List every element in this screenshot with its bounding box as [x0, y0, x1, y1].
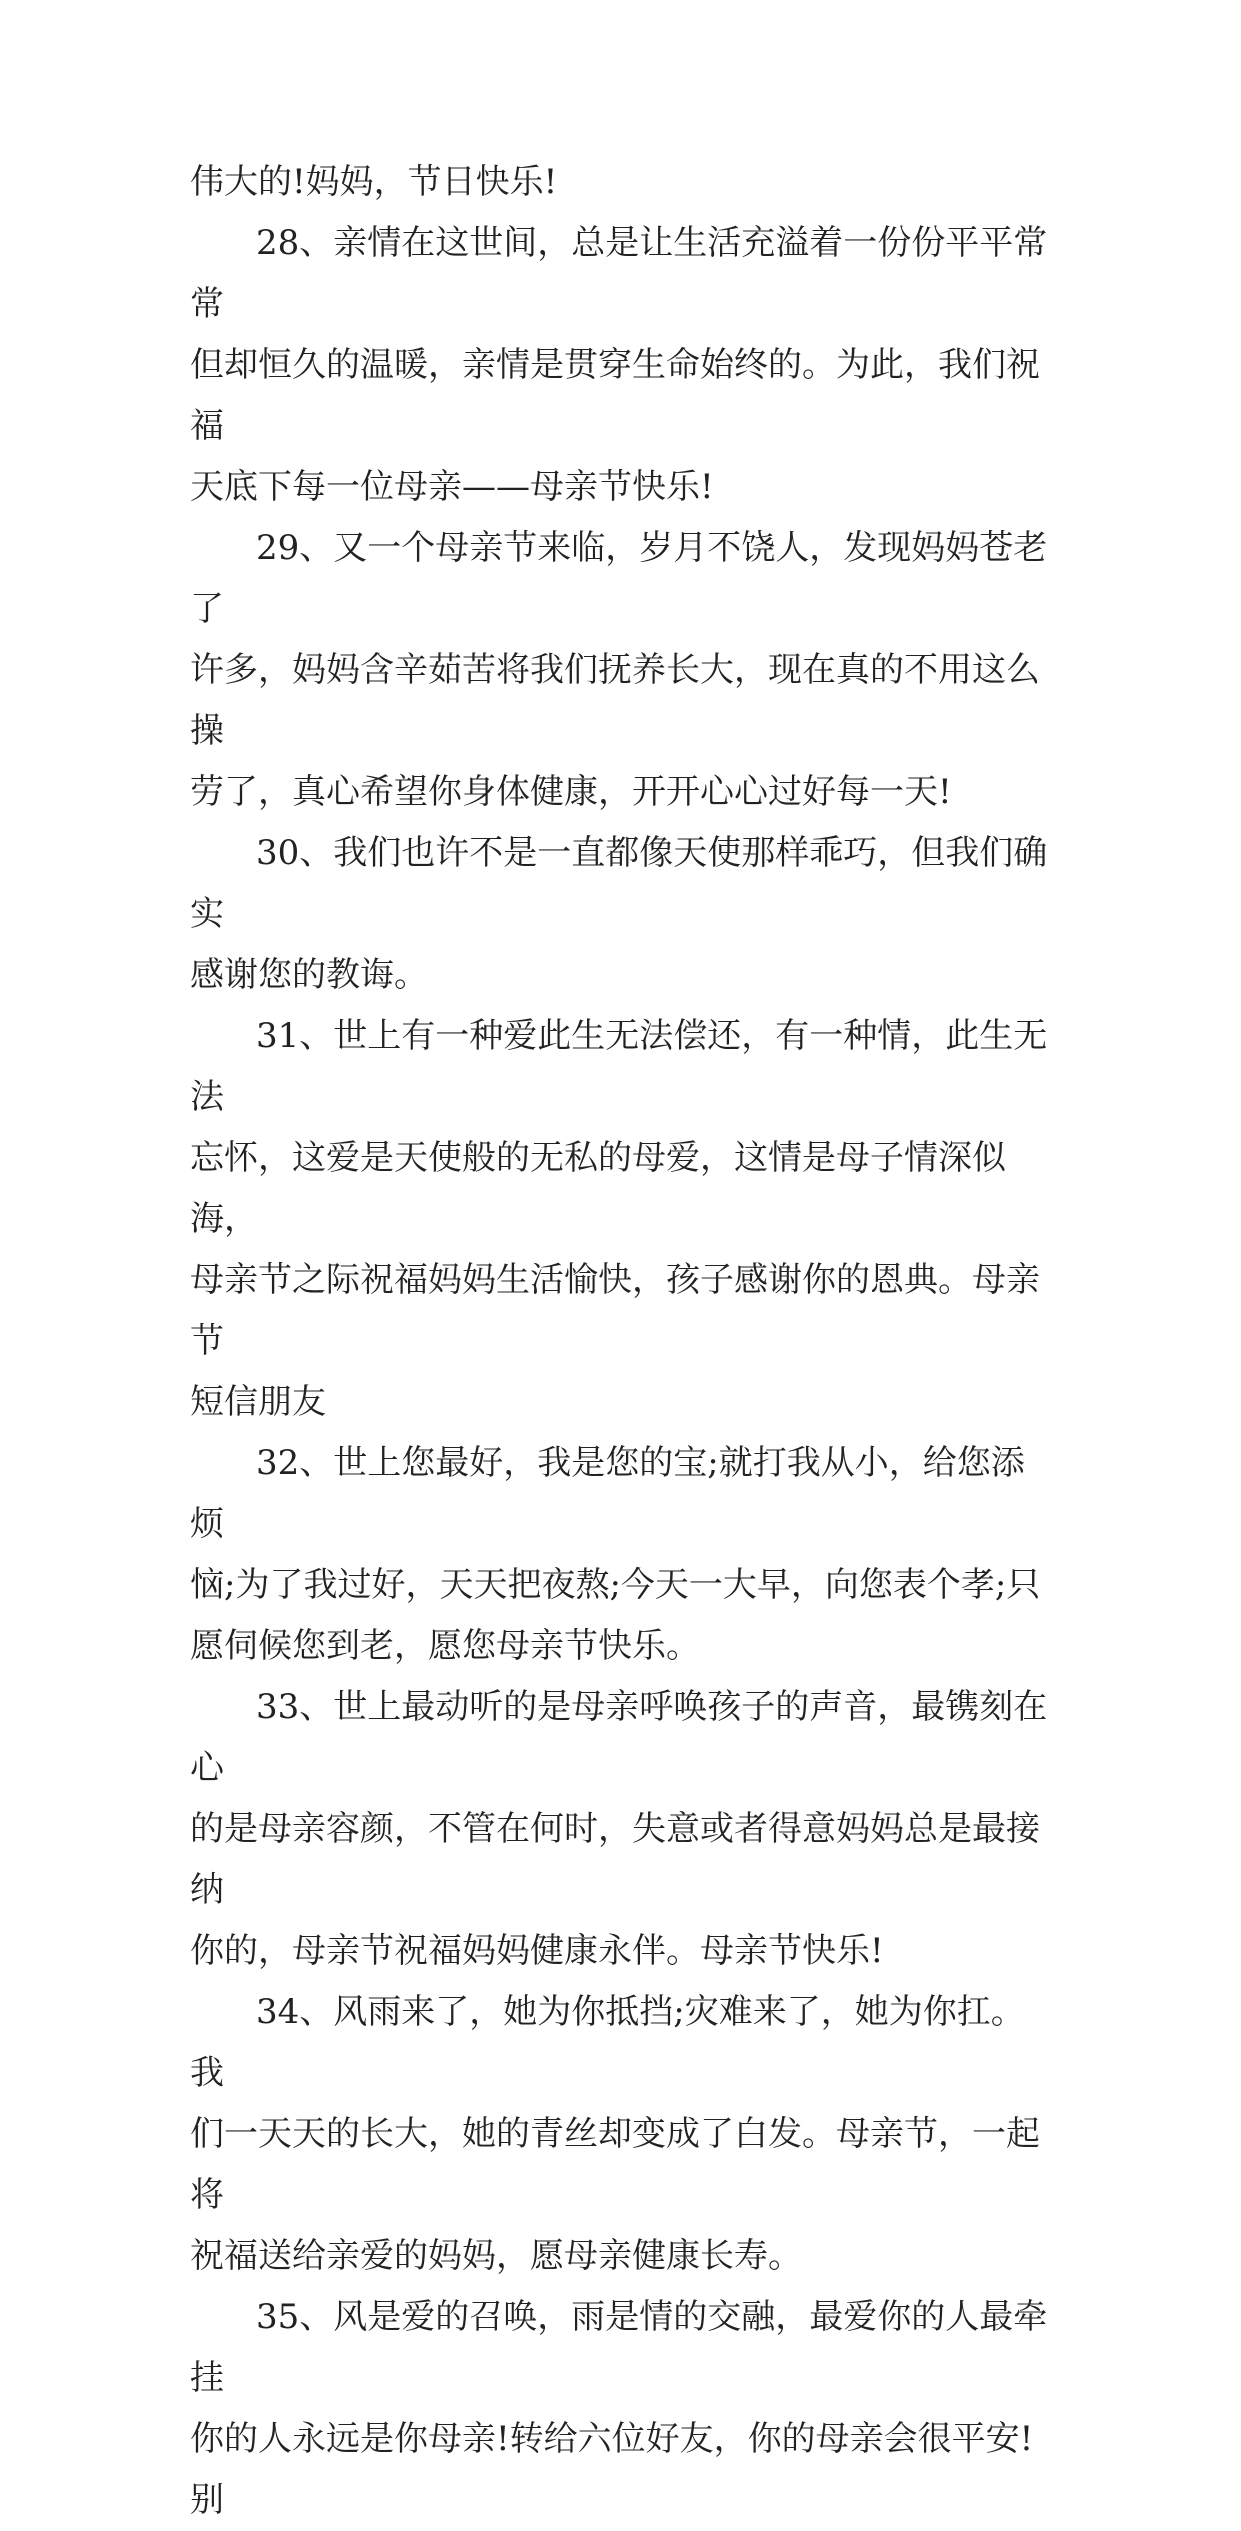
- paragraph: 伟大的!妈妈，节日快乐!: [190, 162, 558, 202]
- paragraph: 35、风是爱的召唤，雨是情的交融，最爱你的人最牵挂 你的人永远是你母亲!转给六位好友，你的母亲会很平安!别: [190, 2297, 1048, 2520]
- paragraph: 30、我们也许不是一直都像天使那样乖巧，但我们确实 感谢您的教诲。: [190, 833, 1048, 995]
- paragraph: 32、世上您最好，我是您的宝;就打我从小，给您添烦 恼;为了我过好，天天把夜熬;今天一大早，向您表个孝;只 愿伺候您到老，愿您母亲节快乐。: [190, 1443, 1041, 1666]
- document-body: [190, 152, 1050, 2531]
- paragraph: 28、亲情在这世间，总是让生活充溢着一份份平平常常 但却恒久的温暖，亲情是贯穿生命始终的。为此，我们祝福 天底下每一位母亲——母亲节快乐!: [190, 223, 1048, 507]
- paragraph: 34、风雨来了，她为你抵挡;灾难来了，她为你扛。我 们一天天的长大，她的青丝却变成了白发。母亲节，一起将 祝福送给亲爱的妈妈，愿母亲健康长寿。: [190, 1992, 1040, 2276]
- paragraph: 33、世上最动听的是母亲呼唤孩子的声音，最镌刻在心 的是母亲容颜，不管在何时，失意或者得意妈妈总是最接纳 你的，母亲节祝福妈妈健康永伴。母亲节快乐!: [190, 1687, 1048, 1971]
- paragraph: 29、又一个母亲节来临，岁月不饶人，发现妈妈苍老了 许多，妈妈含辛茹苦将我们抚养长大，现在真的不用这么操 劳了，真心希望你身体健康，开开心心过好每一天!: [190, 528, 1048, 812]
- paragraph: 31、世上有一种爱此生无法偿还，有一种情，此生无法 忘怀，这爱是天使般的无私的母爱，这情是母子情深似海， 母亲节之际祝福妈妈生活愉快，孩子感谢你的恩典。母亲节 短信朋友: [190, 1016, 1048, 1422]
